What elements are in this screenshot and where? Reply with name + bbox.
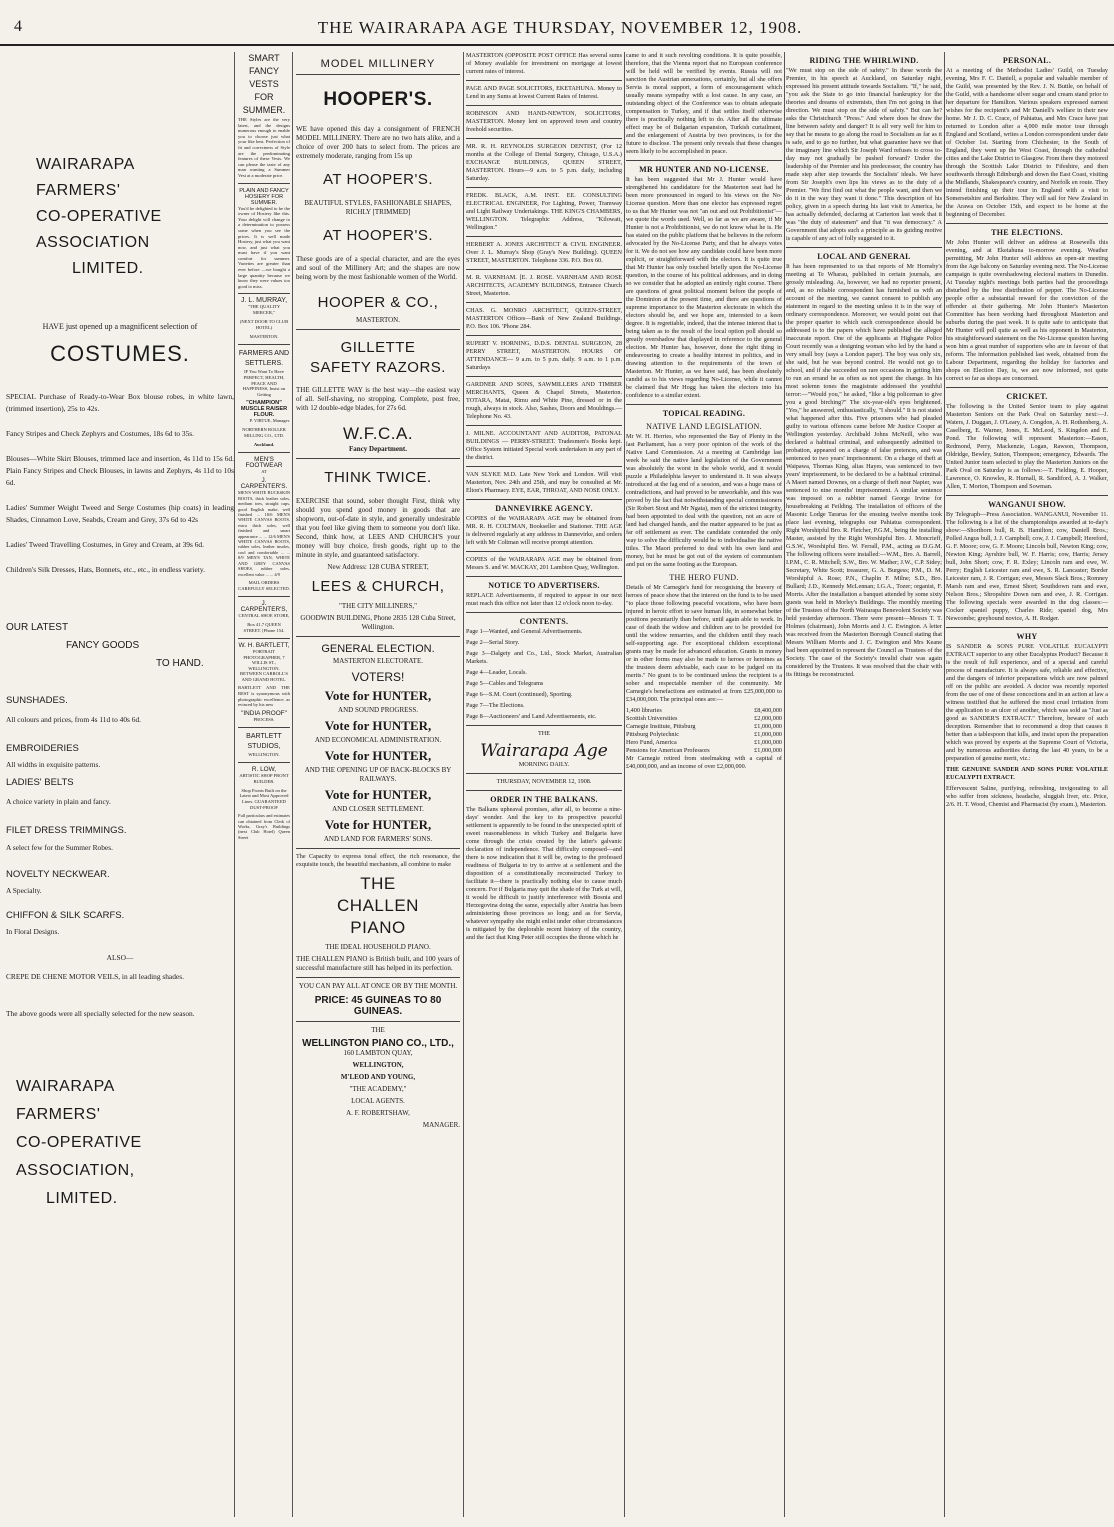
shoe-store-address: Box 41,7 QUEEN STREET. [Phone 154. — [243, 621, 285, 633]
carpenters-heading: J. CARPENTER'S. — [240, 477, 288, 491]
divider — [466, 499, 622, 500]
footwear-text: MEN'S WHITE BUCKSKIN BOOTS, thick leather soles, medium toes, straight caps, good English make, well finished ... 18/6 MEN'S WHITE CANVAS BOOTS, extra thick soles, well finished and smart appearance ... ... 12/6 MEN'S WHITE CANVAS BOOTS, rubber soles, leather insoles, cool and comfortable ... ... 8/9 MEN'S TAN, WHITE AND GREY CANVAS SHOES, rubber soles, excellent value ... ... 4/9 — [238, 490, 290, 577]
org-line: FARMERS' — [16, 1106, 101, 1123]
fs-line: SETTLERS. — [244, 360, 284, 368]
filet-heading: FILET DRESS TRIMMINGS. — [6, 825, 127, 836]
lees-address: New Address: 128 CUBA STREET, — [327, 563, 429, 571]
studios-line: STUDIOS, — [247, 742, 281, 750]
table-cell-amount: £2,000,000 — [754, 715, 782, 722]
think-twice-text: EXERCISE that sound, sober thought First, think why should you spend good money in goods that are shopworn, out-of-date in style, and generally undesirable that you feel like giving them to someone you don't like. Second, think how, at LEES AND CHURCH'S your money will buy choice, fresh goods, right up to the minute in style, and guaranteed satisfactory. — [296, 497, 460, 559]
org-line: CO-OPERATIVE — [16, 1134, 142, 1151]
table-cell-label: Scottish Universities — [626, 715, 678, 722]
org-line: WAIRARAPA — [16, 1078, 115, 1095]
personal-text: At a meeting of the Methodist Ladies' Guild, on Tuesday evening, Mrs F. C. Daniell, a popular and valuable member of the Guild, was presented by the Rev. J. N. Buttle, on behalf of the Guild, with a handsome silver sugar and cream stand prior to her departure for Hamilton. Various speakers expressed earnest wishes for the recipient's and Mr Daniell's welfare in their new home. Mr J. D. C. Crace, of Pahiatua, and Mrs Crace have just returned to London after a 4,000 mile motor tour through England and Scotland, writes a London correspondent under date of October 1st. Starting from Chichester, in the South of England, they went up the West Coast, through the cathedral cities and the Lake District to Glasgow. From there they motored through the Scottish Lake District to Fifeshire, and then southwards through Edinburgh and down the East Coast, visiting the Midlands, Shakespeare's country, and Norfolk en route. They intend finishing up their tour in England with a visit to Somersetshire and Berkshire. They will sail for New Zealand in the Arawa on October 15th, and expect to be home at the beginning of December. — [946, 67, 1108, 218]
costumes-heading: COSTUMES. — [50, 341, 190, 366]
vests-text: THE Styles are the very latest, and the designs numerous enough to enable you to choose just what your like best. Perfection of fit and correctness of Style are the predominating features of these Vests. We can please the taste of any man wanting a Summer Vest at a moderate price. — [238, 117, 290, 178]
farmers-settlers-text: IF You Want To Have PERFECT, HEALTH, PEACE AND HAPPINESS, Insist on Getting — [242, 369, 286, 397]
neckwear-text: A Specialty. — [6, 886, 42, 895]
morning-daily: MORNING DAILY. — [518, 761, 570, 768]
styles-text: BEAUTIFUL STYLES, FASHIONABLE SHAPES, RICHLY [TRIMMED] — [304, 199, 452, 216]
divider — [466, 466, 622, 467]
virtue-manager: P. VIRTUE, Manager. — [249, 418, 290, 424]
challen-intro: The Capacity to express tonal effect, the rich resonance, the exquisite touch, the beautiful mechanism, all combine to make — [296, 853, 460, 868]
paper-title: Wairarapa Age — [480, 741, 608, 761]
table-cell-amount: £8,400,000 — [754, 707, 782, 714]
embroideries-text: All widths in exquisite patterns. — [6, 760, 101, 769]
vests-line: SMART — [248, 53, 280, 63]
cricket-text: The following is the United Senior team to play against Masterton Seniors on the Park Oval on Saturday next:—J. Waters, J. Duggan, J. O'Leary, A. Congdon, A. H. Rothenberg, A. Caselberg, E. Warner, Jones, E. McLeod, S. Kingdon and E. Pond. The following will represent Masterton:—Eason, Redmond, Perry, Mackenzie, Logan, Rawson, Thompson, Oldridge, Bewley, Sutton, Thompson; emergency, Edwards. The United Junior team selected to play the Masterton Juniors on the Park Oval on Saturday is as follows:—T. Fielding, E. Hooper, Lawrence, O. Knowles, R. Hurnall, R. Sandiford, A. J. Walker, Allen, T. Morton, Thompson and Sowman. — [946, 403, 1108, 490]
wanganui-heading: WANGANUI SHOW. — [988, 500, 1066, 509]
table-row — [626, 747, 782, 755]
gillette-line: SAFETY RAZORS. — [310, 359, 446, 376]
hunter-heading: MR HUNTER AND NO-LICENSE. — [639, 165, 769, 174]
hoopers-heading: HOOPER'S. — [323, 89, 433, 110]
elections-text: Mr John Hunter will deliver an address at Rosewells this evening, and at Eketahuna to-morrow evening. Weather permitting, Mr John Hunter will address an open-air meeting from the Age balcony on Saturday evening next. The No-License campaign is quite overshadowing electoral matters in Dunedin. At Tuesday night's meetings both parties had the proceedings disturbed by the free distribution of pepper. The No-License people offer a substantial reward for the conviction of the offender at their gathering. Mr John Hunter's Masterton Committee has been working hard throughout Masterton and suburbs during the past week. It is quite safe to anticipate that Mr Hunter will poll quite as well as his opponent in Masterton, his straightforward statement on the No-License question having won him a great number of supporters who are in favour of that reform. The information published last week, obtained from the Labour Department, regarding the holiday for factories and shops on Election Day, is, we are now informed, not quite correct so far as shops are concerned. — [946, 239, 1108, 382]
murray-address: (NEXT DOOR TO CLUB HOTEL) — [239, 319, 289, 331]
professional-notice: FREDK. BLACK, A.M. INST. EE. CONSULTING ELECTRICAL ENGINEER, For Lighting, Power, Tramway and Light Railway Undertakings. THE KING'S CHAMBERS, WELLINGTON. Telegraphic Address, "Kilowatt, Wellington." — [466, 192, 622, 231]
farmers-settlers-heading — [238, 349, 290, 369]
fs-line: FARMERS AND — [238, 350, 290, 358]
hero-fund-heading: THE HERO FUND. — [669, 573, 739, 582]
fancy-line: TO HAND. — [156, 658, 204, 669]
wellington-agency-text: COPIES of the WAIRARAPA AGE may be obtained from Messrs S. and W. MACKAY, 201 Lambton Quay, Wellington. — [466, 556, 622, 571]
org-line: LIMITED. — [46, 1190, 118, 1207]
local-agents: LOCAL AGENTS. — [351, 1097, 405, 1105]
item-text: Fancy Stripes and Check Zephyrs and Costumes, 18s 6d to 35s. — [6, 429, 195, 438]
table-row — [626, 731, 782, 739]
professional-notice: M. R. VARNHAM. [E. J. ROSE. VARNHAM AND ROSE ARCHITECTS, ACADEMY BUILDINGS, Entrance Church Street, Masterton. — [466, 274, 622, 297]
item-text: Ladies' Summer Weight Tweed and Serge Costumes (hip coats) in leading Shades, Cinnamon Love, Seabds, Cream and Grey, 37s 6d to 42s — [6, 503, 234, 524]
hooper-location: MASTERTON. — [356, 316, 400, 324]
at-label: AT — [261, 469, 267, 475]
association-name — [6, 152, 234, 282]
vote-reason: AND ECONOMICAL ADMINISTRATION. — [314, 736, 442, 744]
fancy-goods — [6, 619, 234, 673]
table-cell-label: Carnegie Institute, Pittsburg — [626, 723, 696, 730]
table-cell-amount: £1,000,000 — [754, 739, 782, 746]
table-cell-label: 1,400 libraries — [626, 707, 662, 714]
vote-for-hunter: Vote for HUNTER, — [324, 748, 432, 763]
professional-notice: CHAS. G. MONRO ARCHITECT, QUEEN-STREET, MASTERTON Offices—Bank of New Zealand Buildings. P.O. Box 106. 'Phone 284. — [466, 307, 622, 330]
effervescent-text: Effervescent Saline, purifying, refreshing, invigorating to all who suffer from sickness, headache, sluggish liver, etc. Price, 2/6. H. T. Wood, Chemist and Pharmacist (by exam.), Masterton. — [946, 785, 1108, 808]
hoopers-text: WE have opened this day a consignment of FRENCH MODEL MILLINERY. There are no two hats alike, and a choice of over 200 hats to select from. The prices are extremely moderate, ranging from 15s up — [296, 125, 460, 160]
price-range: PRICE: 45 GUINEAS TO 80 GUINEAS. — [314, 995, 442, 1017]
robertshaw: A. F. ROBERTSHAW, — [346, 1109, 410, 1117]
central-shoe-store: CENTRAL SHOE STORE, — [238, 612, 290, 618]
sunshades-text: All colours and prices, from 4s 11d to 40s 6d. — [6, 715, 141, 724]
divider — [466, 335, 622, 336]
murray-heading: J. L. MURRAY, — [240, 297, 288, 305]
murray-quality: "THE QUALITY MERCER," — [247, 304, 281, 316]
table-row — [626, 707, 782, 715]
professional-notice: RUPERT V. HORNING, D.D.S. DENTAL SURGEON, 28 PERRY STREET, MASTERTON. HOURS OF ATTENDANCE— 9 a.m. to 5 p.m. daily. 9 a.m. to 1 p.m. Saturdays — [466, 340, 622, 371]
champion-flour: "CHAMPION" MUSCLE RAISER FLOUR. — [240, 400, 288, 419]
divider — [466, 425, 622, 426]
fancy-line: FANCY GOODS — [66, 640, 140, 651]
mens-footwear-heading: MEN'S FOOTWEAR — [245, 456, 283, 470]
challen-line: CHALLEN — [337, 896, 419, 915]
vote-list — [296, 688, 460, 844]
electorate: MASTERTON ELECTORATE. — [333, 657, 423, 665]
cricket-heading: CRICKET. — [1006, 392, 1048, 401]
auckland-label: Auckland. — [253, 442, 275, 448]
local-general-heading: LOCAL AND GENERAL — [817, 252, 911, 261]
low-title: ARTISTIC SHOP FRONT BUILDER. — [239, 772, 289, 784]
column-rule — [292, 52, 293, 1517]
professional-notice: PAGE AND PAGE SOLICITORS, EKETAHUNA. Money to Lend in any Sums at lowest Current Rates of Interest. — [466, 85, 622, 100]
challen-line: THE — [360, 874, 396, 893]
low-text-2: Full particulars and estimates can obtained from Clerk of Works, Gray's Buildings (next Club Hotel) Queen Street — [238, 813, 290, 840]
piano-address: 160 LAMBTON QUAY, — [343, 1049, 413, 1057]
hero-fund-text: Details of Mr Carnegie's fund for recognising the bravery of heroes of peace show that the interest on the fund is to be used "to place those following peaceful vocations, who have been injured in heroic effort to save human life, in somewhat better positions pecuniarily than before, until again able to work. In case of death the widow and children are to be provided for until the widow remarries, and the children until they reach self-supporting age. For exceptional children exceptional grants may be made for advanced education. Grants in money or in other forms may also be made to heroes or heroines as the trustees deem advisable, each case to be judged on its merits." No grant is to be continued unless the recipient is a sober and respectable member of the community. Mr Carnegie's benefactions are estimated at from £25,000,000 to £34,000,000. The principal ones are:— — [626, 584, 782, 703]
table-row — [626, 739, 782, 747]
neckwear-heading: NOVELTY NECKWEAR. — [6, 869, 110, 880]
why-heading: WHY — [1016, 632, 1038, 641]
vote-for-hunter: Vote for HUNTER, — [324, 817, 432, 832]
wanganui-text: By Telegraph—Press Association. WANGANUI, November 11. The following is a list of the championships awarded at to-day's show:—Shorthorn bull, R. B. Hamilton; cow, Daniell Bros.; Polled Angus bull, J. J. Campbell; cow, J. J. Campbell; Hereford, G. F. Moore; cow, G. F. Moore; Lincoln bull, Newton King; cow, Newton King; Ayrshire bull, W. F. Harris; cow, Harris; Jersey bull, John Short; cow, F. R. Exley; Lincoln ram and ewe, W. Perry; English Leicester ram and ewe, S. R. Lancaster; Border Leicester ram, J. R. Corrigan; ewe, Messrs Slack Bros.; Romney Marsh ram and ewe, Ernest Short; Southdown ram and ewe, Nelson Bros.; Shropshire Down ram and ewe, J. R. Corrigan. The following specials were awarded in the dog classes:—Cocker spaniel puppy, Charles Ride; spaniel dog, Mrs Newcombe; greyhound novice, A. H. Rodger. — [946, 511, 1108, 622]
balkans-text: The Balkans upheaval promises, after all, to become a nine-days' wonder. And the key to its prospective peaceful settlement is apparently to be found in the unexpected spirit of sweet reasonableness in which Turkey and Bulgaria have come through the crisis created by the latter's galvanic declaration of independence. That difficulty composed—and there is now indication that it will be, owing to the professed readiness of Bulgaria to try to arrive at a settlement and the disposition of a constitutionally reconstructed Turkey to facilitate it—there is practically nothing else to cause much concern. For if Bulgaria may quit the shade of the Turk at will, it would be difficult to justify interference with Bosnia and Herzegovina doing the same, especially after Austria has been administering those provinces so long; and as for Servia, whatever sympathy she might enlist under other circumstances is mitigated by the deplorable recent history of the country, and the fact that King Peter still occupies the throne which he — [466, 806, 622, 941]
piano-city: WELLINGTON, — [352, 1061, 404, 1069]
fancy-line: OUR LATEST — [6, 622, 69, 633]
mleod-young: M'LEOD AND YOUNG, — [340, 1073, 416, 1081]
challen-text: THE CHALLEN PIANO is British built, and 100 years of successful manufacture still has helped in its perfection. — [296, 955, 460, 972]
contents-list — [466, 628, 622, 721]
table-cell-amount: £1,000,000 — [754, 731, 782, 738]
lees-church-heading: LEES & CHURCH, — [311, 578, 445, 595]
hoopers-text-2: These goods are of a special character, and are the eyes and soul of the Millinery Art; and the shapes are now being worn by the most fashionable women of the World. — [296, 255, 460, 281]
also-text: ALSO— — [106, 953, 134, 962]
intro-text: HAVE just opened up a magnificent selection of — [42, 322, 198, 331]
org-line: FARMERS' — [36, 182, 121, 199]
embroideries-heading: EMBROIDERIES — [6, 743, 79, 754]
vote-for-hunter: Vote for HUNTER, — [324, 787, 432, 802]
bartlett-text: PORTRAIT PHOTOGRAPHER, 7 WILLIS ST., WELLINGTON. BETWEEN CARROLL'S AND GRAND HOTEL. — [240, 648, 288, 682]
org-line: WAIRARAPA — [36, 156, 135, 173]
column-rule — [784, 52, 785, 1517]
contents-item: Page 7—The Elections. — [466, 702, 525, 709]
scarfs-heading: CHIFFON & SILK SCARFS. — [6, 910, 125, 921]
professional-notice: MR. R. H. REYNOLDS SURGEON DENTIST, (For 12 months at the College of Dental Surgery, Chicago, U.S.A.) EXCHANGE BUILDINGS, QUEEN STREET, MASTERTON. Hours—9 a.m. to 5 p.m. daily, including Saturday. — [466, 143, 622, 182]
vote-reason: AND LAND FOR FARMERS' SONS. — [323, 835, 433, 843]
professional-notice: GARDNER AND SONS, SAWMILLERS AND TIMBER MERCHANTS, Queen & Chapel Streets, Masterton. TOTARA, Matai, Rimu and White Pine, dressed or in the rough, always in stock. Also, Sashes, Doors and Mouldings.—Telephone No. 43. — [466, 381, 622, 420]
whirlwind-text: "We must stop on the side of safety." In these words the Premier, in his speech at Auckland, on Saturday night, expressed his present attitude towards Socialism. "If," he said, "you ask the State to go into financial bankruptcy for the theories and dreams of extremists, then I'm not going in that direction. We must stop on the side of safety." But can he? asks the Christchurch "Press." And where does he draw the line between safety and danger? It is all very well for him to say that he means to go along the road to Socialism as far as it is safe, and to go no further, but what guarantee have we that the imaginary line which Sir Joseph Ward refuses to cross to-day may not gradually be pushed forward? Under the leadership of the Premier and his predecessor, the country has made step after step towards the Socialists' ideals. We have from Sir Joseph's own lips his views as to the duty of a Premier. "We first find out what the people want, and then we do it in the way they want it done." This description of his policy, given in a speech during his last visit to America, he has actually defended, declaring at Carterton last week that it was "the duty of statesmen" and that "it was democracy." A Government that adopts such a principle as its guiding motive is capable of any act of folly suggested to it. — [786, 67, 942, 242]
column-rule — [463, 52, 464, 1517]
wellington-piano-heading: WELLINGTON PIANO CO., LTD., — [302, 1038, 454, 1049]
association-name-footer — [6, 1073, 234, 1213]
bartlett-heading: W. H. BARTLETT, — [238, 641, 290, 649]
hooper-co-heading: HOOPER & CO., — [317, 294, 439, 311]
professional-notice: VAN SLYKE M.D. Late New York and London. Will visit Masterton, Nov. 24th and 25th, and may be consulted at Mr. Elton's Pharmacy. EYE, EAR, THROAT, AND NOSE ONLY. — [466, 471, 622, 494]
item-text: Blouses—White Skirt Blouses, trimmed lace and insertion, 4s 11d to 15s 6d. Plain Fancy Stripes and Check Blouses, in lawns and Zephyrs, 4s 11d to 10s 6d. — [6, 454, 234, 487]
column-rule — [234, 52, 235, 1517]
challen-line: PIANO — [350, 918, 406, 937]
item-text: Children's Silk Dresses, Hats, Bonnets, etc., etc., in endless variety. — [6, 565, 205, 574]
lees-building: GOODWIN BUILDING, Phone 2835 128 Cuba Street, Wellington. — [300, 614, 456, 631]
challen-piano-heading — [296, 873, 460, 939]
bartlett-studios — [238, 732, 290, 752]
vote-reason: AND CLOSER SETTLEMENT. — [332, 805, 424, 813]
india-proof: "INDIA PROOF" — [241, 709, 287, 717]
dannevirke-heading: DANNEVIRKE AGENCY. — [495, 504, 593, 513]
contents-item: Page 5—Cables and Telegrams — [466, 680, 544, 687]
hero-fund-text-2: Mr Carnegie retired from steelmaking with a capital of £40,000,000, and an income of over £2,000,000. — [626, 755, 782, 770]
eucalypti-text: IS SANDER & SONS PURE VOLATILE EUCALYPTI EXTRACT superior to any other Eucalyptus Product? Because it is the result of full experience, and of a special and careful process of manufacture. It is always safe, reliable and effective, and the dangers of inferior preparations which are now palmed off on the public are avoided. A doctor was recently reported from the use of one of these concoctions and in an action at law a witness testified that he suffered the most cruel irritation from the application to an ulcer of another, which was sold as "Just as good as SANDER'S EXTRACT." Therefore, beware of such deception. Remember that to recommend a drop that causes it better than a tablespoon that kills, and insist upon the preparation which was proved by experts at the Supreme Court of Victoria, and by numerous authorities during the last 40 years, to be a preparation of genuine merit, viz.: — [946, 643, 1108, 762]
model-millinery-heading: MODEL MILLINERY — [320, 58, 436, 70]
divider — [466, 236, 622, 237]
local-general-text: It has been represented to us that reports of Mr Hornsby's meeting at Te Wharau, published in certain journals, are grossly misleading. As, however, we had no reporter present, and, as no reliable correspondent has furnished us with an account of the meeting, we cannot consent to publish any statement in regard to the meeting unless it is in the way of ordinary correspondence. Moreover, we would point out that the proper quarter to which such correspondence should be addressed is to the papers which have published the alleged inaccurate report. One of the applicants at Highgate Police Court recently was a designing woman who led by the hand a very small boy (says a London paper). The boy was only six, she said, but he was beyond control. He would not go to school, and if she succeeded on rare occasions in getting him to run an errand he as often as not spent the change. In his most solemn tones the magistrate addressed the youthful terror:—"Would you," he asked, "like a big policeman to give you a good birching?" The six-year-old's eyes brightened. "Yes," he answered, enthusiastically, "I should." It is not stated what happened after this. Five prisoners who had pleaded guilty to various offences came before Mr Justice Cooper at Wellington yesterday. Archibald Johns McNeill, who was declared a habitual criminal, and subsequently admitted to probation, appeared on a charge of false pretences, and was sentenced to two years' imprisonment. On a charge of theft at Waipawa, Thomas King, alias Hayes, was sentenced to two years' imprisonment, to be declared to be a habitual criminal. A Maori named Downes, on a charge of theft near Napier, was sentenced to nine months' imprisonment. A similar sentence was imposed on a rabbiter named George Irvine for housebreaking at Feilding. The installation of officers of the Masonic Lodge Tararua for the ensuing twelve months took place last evening, telegraphs our Pahiatua correspondent. Right Worshipful Bro. R. Fletcher, P.G.M., being the installing Master, assisted by the Right Worshipful Bro. J. Moncrieff, G.S.W., Worshipful Bro. W. Ferrall, P.M., acting as D.G.M. The following officers were installed:—W.M., Bro. A. Barrell, I.P.M., C. R. Mitchell; S.W., Bro. W. Mather; J.W., C.P. Sidey; Secretary, White Scott; treasurer, G. A. Burgess; P.M., D. M. Worshipful A. Rose; P.N., Chaplin F. Milne; S.D., Bro. Bullard; J.D., Kennedy McLennan; I.G.A., Tozer; organist, F. Morris. After the installation a banquet attended by some sixty guests was held in Morley's Buildings. The monthly meeting of the Trustees of the North Wairarapa Benevolent Society was held yesterday afternoon. There were present—Messrs T. T. Holmes (chairman), John Morris and J. C. Ewington. A letter was received from the Masterton Borough Council stating that Messrs William Morris and J. C. Ewington and Mrs Keane had been appointed to represent the Council as Trustees of the Society. The case of the Society's invalid chair was again considered by the Trustees. It was resolved that the chair with its fittings be reconstructed. — [786, 263, 942, 678]
sunshades-heading: SUNSHADES. — [6, 695, 68, 706]
col2-inner — [238, 52, 290, 840]
divider — [466, 80, 622, 81]
hosiery-heading: PLAIN AND FANCY HOSIERY FOR SUMMER. — [239, 187, 289, 206]
fancy-department: Fancy Department. — [349, 445, 407, 453]
city-milliners: "THE CITY MILLINERS," — [339, 602, 417, 610]
divider — [466, 376, 622, 377]
crepe-text: CREPE DE CHENE MOTOR VEILS, in all leading shades. — [6, 972, 184, 981]
column-rule — [944, 52, 945, 1517]
org-line: LIMITED. — [72, 260, 144, 277]
news-column — [786, 52, 942, 1517]
personal-column — [946, 52, 1108, 1517]
page-number: 4 — [14, 18, 22, 35]
contents-heading: CONTENTS. — [519, 617, 569, 626]
challen-subtitle: THE IDEAL HOUSEHOLD PIANO. — [325, 943, 431, 951]
contents-item: Page 3—Dalgety and Co., Ltd., Stock Market, Australian Markets. — [466, 650, 622, 665]
gillette-line: GILLETTE — [340, 339, 416, 356]
contents-item: Page 4—Leader, Locals. — [466, 669, 527, 676]
org-line: CO-OPERATIVE — [36, 208, 162, 225]
belts-text: A choice variety in plain and fancy. — [6, 797, 111, 806]
farmers-cooperative-advertisement — [6, 52, 234, 1517]
eucalypti-product: THE GENUINE SANDER AND SONS PURE VOLATILE EUCALYPTI EXTRACT. — [946, 766, 1108, 781]
divider — [466, 187, 622, 188]
vote-reason: AND THE OPENING UP OF BACK-BLOCKS BY RAILWAYS. — [304, 766, 452, 783]
native-land-heading: NATIVE LAND LEGISLATION. — [646, 422, 762, 431]
low-text: Shop Fronts Built on the Latest and Most Approved Lines. GUARANTEED DUST-PROOF — [239, 787, 289, 810]
table-row — [626, 715, 782, 723]
divider — [466, 138, 622, 139]
column-rule — [624, 52, 625, 1517]
dannevirke-text: COPIES of the WAIRARAPA AGE may be obtained from MR. R. H. COLTMAN, Bookseller and Stationer. THE AGE is delivered regularly at any address in Dannevirke, and orders left with Mr Coltman will receive prompt attention. — [466, 515, 622, 546]
payment-terms: YOU CAN PAY ALL AT ONCE OR BY THE MONTH. — [298, 982, 458, 990]
vote-for-hunter: Vote for HUNTER, — [324, 688, 432, 703]
native-land-text: Mr W. H. Herries, who represented the Bay of Plenty in the last Parliament, has a very poor opinion of the work of the Native Land Commission. At a meeting at Cambridge last week he said the native land legislation of the Government was absolutely the worst in the whole world, and it would puzzle a Philadelphia lawyer to understand it. It was always introduced at the fag end of a session, and was a huge mass of contradictions, and had proved to be unworkable, and this was proved by the fact that notwithstanding special commissioners (Sir Robert Stout and Mr Ngata), men of the strictest integrity, had been appointed to deal with the question, not an acre of land had changed hands, and the matter appeared to be just as far off settlement as ever. The candidate contended the only way to solve the difficulty would be to individualise the native titles. The Maori preferred to deal with his own land and money, but he must be got out of the system of communism and put on the same footing as the European. — [626, 433, 782, 568]
professional-notice: ROBINSON AND HAND-NEWTON, SOLICITORS, MASTERTON. Money lent on approved town and country freehold securities. — [466, 110, 622, 133]
professional-notices-column — [466, 52, 622, 1517]
at-hoopers-heading: AT HOOPER'S. — [323, 171, 433, 188]
manager-label: MANAGER. — [422, 1121, 460, 1129]
divider — [466, 302, 622, 303]
contents-item: Page 1—Wanted, and General Advertisements. — [466, 628, 583, 635]
vests-heading — [238, 52, 290, 117]
murray-town: MASTERTON. — [249, 334, 279, 340]
the-label: THE — [371, 1026, 385, 1034]
contents-item: Page 6—S.M. Court (continued), Sporting. — [466, 691, 573, 698]
northern-roller: NORTHERN ROLLER MILLING CO., LTD. — [242, 427, 286, 439]
vote-reason: AND SOUND PROGRESS. — [338, 706, 418, 714]
contents-item: Page 2—Serial Story. — [466, 639, 520, 646]
divider — [466, 269, 622, 270]
table-cell-amount: £1,000,000 — [754, 723, 782, 730]
elections-heading: THE ELECTIONS. — [991, 228, 1063, 237]
item-text: SPECIAL Purchase of Ready-to-Wear Box blouse robes, in white lawn, (trimmed insertion), 25s to 42s. — [6, 392, 234, 413]
low-heading: R. LOW, — [251, 765, 277, 773]
benefactions-table — [626, 707, 782, 755]
professional-notice: J. MILNE. ACCOUNTANT AND AUDITOR, PATONAL BUILDINGS — PERRY-STREET. Tradesmen's Books kept. Office System initiated Special work undertaken in any part of the district. — [466, 430, 622, 461]
think-twice-heading: THINK TWICE. — [324, 469, 432, 486]
vests-line: FANCY — [248, 66, 279, 76]
belts-heading: LADIES' BELTS — [6, 777, 74, 788]
personal-heading: PERSONAL. — [1002, 56, 1052, 65]
paper-the: THE — [537, 730, 551, 737]
hunter-text: It has been suggested that Mr J. Hunter would have strengthened his candidature for the Masterton seat had he been more pronounced in regard to his views on the No-License question. More than one elector has expressed regret to us that Mr Hunter was not "an out and out Prohibitionist"—we quote the words used. Well, so far as we are aware, if Mr Hunter is not a Prohibitionist, we do not know what he is. He has stated on the public platform that he believes in the reform advocated by the No-License Party, and that he always votes for it. We do not see how any candidate could have been more explicit, or straightforward with the electors. It is quite true that Mr Hunter has only touched briefly upon the No-License question, in the course of his political addresses, and in doing so we consider that he adopted an entirely right course. There are questions of great political moment before the people of the Dominion at the present time, and there are questions of supreme importance to the Masterton electorate in which the electors should be, and we hope are, interested to a keen degree. It is regrettable, indeed, that the intense interest that is being taken as to the result of the local option poll should so greatly overshadow that displayed in reference to the general election. Mr Hunter has, however, done the right thing in endeavouring to create a healthy interest in politics, and in drawing attention to the requirements of the town of Masterton. Mr Hunter, as we have said, has been absolutely candid as to his views regarding No-License, while it cannot be claimed that Mr Hogg has taken the electors into his confidence to a similar extent. — [626, 176, 782, 399]
general-election-heading: GENERAL ELECTION. — [321, 643, 435, 655]
carpenters-heading-2: J. CARPENTER'S, — [240, 599, 288, 613]
whirlwind-heading: RIDING THE WHIRLWIND. — [809, 56, 919, 65]
filet-text: A select few for the Summer Robes. — [6, 843, 113, 852]
professional-notice: MASTERTON (OPPOSITE POST OFFICE Has several sums of Money available for investment on mortgage at lowest current rates of interest. — [466, 52, 622, 75]
org-line: ASSOCIATION — [36, 234, 150, 251]
table-cell-label: Pensions for American Professors — [626, 747, 710, 754]
scarfs-text: In Floral Designs. — [6, 927, 60, 936]
mail-orders: MAIL ORDERS CAREFULLY SELECTED. — [238, 579, 290, 591]
col2-content — [238, 52, 290, 1517]
balkans-heading: ORDER IN THE BALKANS. — [490, 795, 598, 804]
process-label: PROCESS. — [253, 716, 275, 722]
hosiery-text: You'd be delighted to be the owner of Hosiery like this. Your delight will change to a determination to possess some when you see the prices. It is well made Hosiery, just what you want now, and just what you must have if you want comfort for summer. Varieties are greater than ever before —we bought a large quantity because we know they were values too good to miss. — [238, 205, 290, 289]
professional-notice: HERBERT A. JONES ARCHITECT & CIVIL ENGINEER. Over J. L. Murray's Shop (Gray's New Building). QUEEN STREET, MASTERTON. Telephone 336. P.O. Box 60. — [466, 241, 622, 264]
studios-line: BARTLETT — [246, 732, 282, 740]
newspaper-title: THE WAIRARAPA AGE THURSDAY, NOVEMBER 12, 1908. — [317, 18, 803, 37]
gillette-heading — [296, 338, 460, 378]
voters-heading: VOTERS! — [351, 670, 405, 684]
org-line: ASSOCIATION, — [16, 1162, 135, 1179]
issue-date: THURSDAY, NOVEMBER 12, 1908. — [496, 778, 592, 785]
vests-line: FOR — [254, 92, 274, 102]
selection-note: The above goods were all specially selected for the new season. — [6, 1009, 195, 1018]
contents-item: Page 8—Auctioneers' and Land Advertisements, etc. — [466, 713, 597, 720]
topical-heading: TOPICAL READING. — [662, 409, 746, 418]
professional-notices — [466, 52, 622, 500]
balkans-continued: came to and it such revolting conditions. It is quite possible, therefore, that the Vienna report that no European conference will be held will be verified by events. Russia will not sanction the Austrian annexations, certainly, but all she offers Servia is moral support, a form of encouragement which usually means sympathy with a lost cause. In any case, an outstanding object of the Conference was to obtain adequate compensation to Turkey, and if that settles itself otherwise there is practically nothing left to do. After all the ultimate effect may be of Bulgarian expansion, Turkish curtailment, and the enlargement of Austria by two provinces, is for the future to disclose. The present only reveals that these changes seem likely to be accomplished in peace. — [626, 52, 782, 155]
table-cell-label: Pittsburg Polytechnic — [626, 731, 679, 738]
vote-for-hunter: Vote for HUNTER, — [324, 718, 432, 733]
item-text: Ladies' Tweed Travelling Costumes, in Grey and Cream, at 39s 6d. — [6, 540, 204, 549]
notice-text: REPLACE Advertisements, if required to appear in our next must reach this office not later than 12 o'clock noon to-day. — [466, 592, 622, 607]
divider — [466, 105, 622, 106]
the-academy: "THE ACADEMY," — [349, 1085, 407, 1093]
notice-heading: NOTICE TO ADVERTISERS. — [488, 581, 600, 590]
vests-line: SUMMER. — [242, 105, 286, 115]
hoopers-and-election-column — [296, 52, 460, 1517]
table-cell-amount: £1,000,000 — [754, 747, 782, 754]
masthead — [0, 18, 1114, 46]
at-hoopers-heading-2: AT HOOPER'S. — [323, 227, 433, 244]
table-cell-label: Hero Fund, America — [626, 739, 677, 746]
table-row — [626, 723, 782, 731]
gillette-text: THE GILLETTE WAY is the best way—the easiest way of all. Self-shaving, no stropping. Complete, post free, with 12 double-edge blades, for 27s 6d. — [296, 386, 460, 412]
wfca-heading: W.F.C.A. — [342, 424, 414, 443]
vests-line: VESTS — [249, 79, 279, 89]
bartlett-text-2: BARTLETT AND THE BEST is synonymous with photographic excellence; as evinced by his new — [238, 685, 290, 708]
editorial-column — [626, 52, 782, 1517]
studios-city: WELLINGTON. — [248, 751, 280, 757]
